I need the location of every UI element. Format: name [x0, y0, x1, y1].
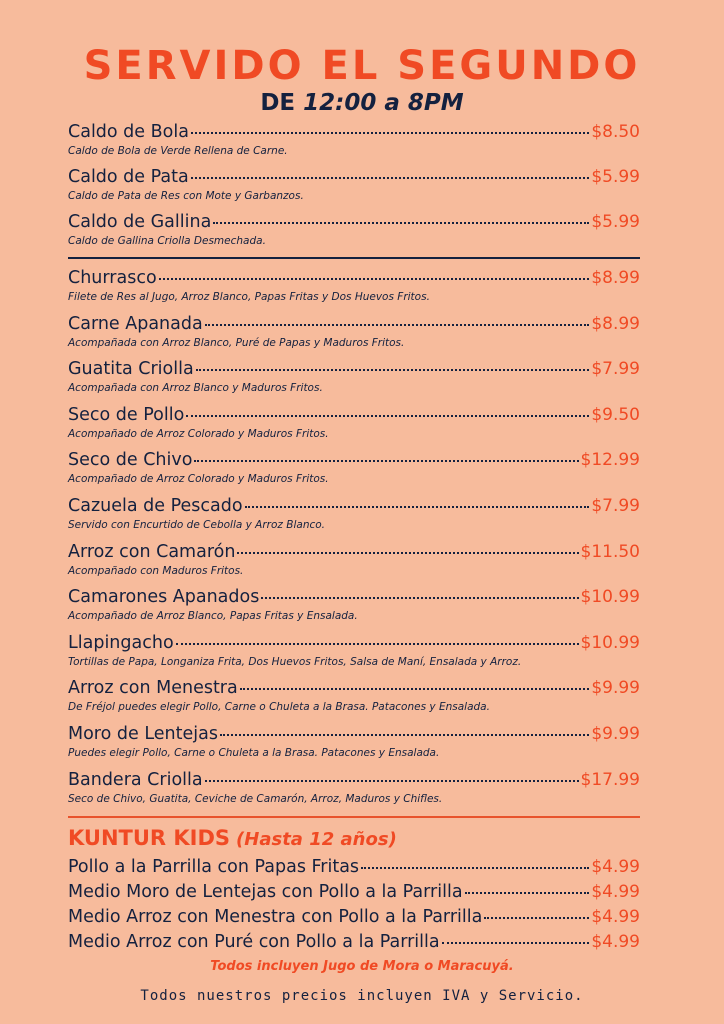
menu-item-price: $5.99 [591, 167, 640, 187]
menu-item-name: Bandera Criolla [68, 769, 203, 790]
menu-item-row [68, 210, 640, 234]
menu-item [68, 266, 640, 312]
menu-item-row [68, 631, 640, 655]
kids-title-text: KUNTUR KIDS [68, 826, 231, 850]
menu-item-description: Acompañado con Maduros Fritos. [68, 564, 244, 577]
dot-leader [176, 643, 579, 645]
menu-item-name: Caldo de Gallina [68, 212, 212, 232]
menu-item-description: Seco de Chivo, Guatita, Ceviche de Camarón, Arroz, Maduros y Chifles. [68, 792, 443, 805]
menu-item [68, 880, 640, 905]
menu-item-price: $4.99 [591, 857, 640, 877]
menu-item [68, 120, 640, 165]
kids-section [68, 855, 640, 955]
menu-item-name: Seco de Chivo [68, 450, 193, 471]
dot-leader [261, 597, 578, 599]
menu-item-price: $10.99 [580, 632, 640, 653]
menu-item-row [68, 768, 640, 792]
menu-item-price: $12.99 [580, 450, 640, 471]
menu-item-price: $8.99 [591, 268, 640, 288]
dot-leader [245, 506, 590, 508]
menu-item-row [68, 855, 640, 880]
menu-item-name: Arroz con Camarón [68, 541, 236, 562]
menu-item-description: Caldo de Pata de Res con Mote y Garbanzos. [68, 190, 304, 202]
menu-item-description: Caldo de Gallina Criolla Desmechada. [68, 235, 266, 247]
soups-section [68, 120, 640, 255]
kids-title [68, 824, 397, 854]
menu-item-row [68, 905, 640, 930]
menu-item-price: $8.99 [591, 313, 640, 334]
menu-item-description: Acompañada con Arroz Blanco y Maduros Fritos. [68, 382, 323, 395]
dot-leader [237, 552, 578, 554]
menu-item-name: Guatita Criolla [68, 359, 194, 380]
hours-prefix: DE [260, 90, 296, 116]
menu-item-price: $10.99 [580, 587, 640, 608]
dot-leader [465, 892, 590, 894]
menu-item-row [68, 722, 640, 746]
menu-title: SERVIDO EL SEGUNDO [83, 43, 641, 89]
menu-item-row [68, 494, 640, 518]
menu-item-description: Acompañado de Arroz Colorado y Maduros Fritos. [68, 427, 329, 440]
mains-section [68, 266, 640, 813]
menu-item-price: $9.50 [591, 404, 640, 425]
menu-item-name: Caldo de Bola [68, 122, 189, 142]
menu-item-name: Medio Arroz con Puré con Pollo a la Parrilla [68, 932, 440, 952]
menu-item-name: Carne Apanada [68, 313, 203, 334]
menu-item [68, 855, 640, 880]
menu-item-row [68, 540, 640, 564]
menu-item-name: Pollo a la Parrilla con Papas Fritas [68, 857, 360, 877]
menu-hours [0, 88, 724, 118]
hours-range: 12:00 a 8PM [303, 90, 464, 116]
menu-item-description: Acompañada con Arroz Blanco, Puré de Papas y Maduros Fritos. [68, 336, 405, 349]
menu-item-price: $8.50 [591, 122, 640, 142]
menu-item-price: $11.50 [580, 541, 640, 562]
menu-item [68, 905, 640, 930]
dot-leader [361, 867, 589, 869]
menu-item-description: Filete de Res al Jugo, Arroz Blanco, Papas Fritas y Dos Huevos Fritos. [68, 291, 430, 303]
menu-item-name: Llapingacho [68, 632, 174, 653]
dot-leader [205, 324, 590, 326]
dot-leader [196, 369, 590, 371]
menu-item-row [68, 676, 640, 700]
menu-item-price: $7.99 [591, 495, 640, 516]
kids-age-note: (Hasta 12 años) [236, 829, 397, 850]
menu-item-row [68, 403, 640, 427]
dot-leader [220, 734, 589, 736]
kids-divider [68, 816, 640, 818]
menu-item [68, 494, 640, 540]
menu-item-name: Medio Arroz con Menestra con Pollo a la Parrilla [68, 907, 483, 927]
kids-drink-note: Todos incluyen Jugo de Mora o Maracuyá. [210, 959, 514, 974]
menu-item-name: Seco de Pollo [68, 404, 185, 425]
dot-leader [191, 132, 589, 134]
menu-item-name: Medio Moro de Lentejas con Pollo a la Parrilla [68, 882, 463, 902]
dot-leader [205, 780, 579, 782]
menu-item-row [68, 585, 640, 609]
menu-item-name: Arroz con Menestra [68, 678, 238, 699]
menu-item-name: Cazuela de Pescado [68, 495, 243, 516]
dot-leader [442, 942, 590, 944]
price-footer: Todos nuestros precios incluyen IVA y Servicio. [140, 988, 584, 1004]
menu-item [68, 585, 640, 631]
menu-item-name: Camarones Apanados [68, 587, 260, 608]
menu-item-price: $4.99 [591, 907, 640, 927]
menu-item-row [68, 312, 640, 336]
menu-item-price: $17.99 [580, 769, 640, 790]
dot-leader [213, 222, 589, 224]
menu-item-description: Tortillas de Papa, Longaniza Frita, Dos Huevos Fritos, Salsa de Maní, Ensalada y Arroz. [68, 655, 522, 668]
menu-item-description: Caldo de Bola de Verde Rellena de Carne. [68, 145, 288, 157]
menu-item [68, 210, 640, 255]
menu-item-description: Puedes elegir Pollo, Carne o Chuleta a la Brasa. Patacones y Ensalada. [68, 746, 440, 759]
menu-item-row [68, 120, 640, 144]
menu-item [68, 540, 640, 586]
menu-item-name: Churrasco [68, 268, 157, 288]
menu-item [68, 676, 640, 722]
menu-item-description: Acompañado de Arroz Colorado y Maduros Fritos. [68, 473, 329, 486]
menu-item-price: $9.99 [591, 723, 640, 744]
dot-leader [240, 688, 590, 690]
menu-item-name: Moro de Lentejas [68, 723, 218, 744]
menu-item [68, 165, 640, 210]
dot-leader [186, 415, 589, 417]
dot-leader [191, 177, 590, 179]
section-divider [68, 257, 640, 259]
menu-item-price: $4.99 [591, 882, 640, 902]
menu-item [68, 631, 640, 677]
menu-item-row [68, 165, 640, 189]
dot-leader [194, 460, 578, 462]
menu-item [68, 312, 640, 358]
menu-item-description: De Fréjol puedes elegir Pollo, Carne o Chuleta a la Brasa. Patacones y Ensalada. [68, 701, 490, 714]
menu-item-row [68, 448, 640, 472]
menu-item-description: Servido con Encurtido de Cebolla y Arroz Blanco. [68, 518, 326, 531]
menu-item [68, 357, 640, 403]
menu-item-row [68, 880, 640, 905]
dot-leader [159, 278, 590, 280]
menu-item-price: $4.99 [591, 932, 640, 952]
menu-item [68, 403, 640, 449]
menu-item [68, 768, 640, 814]
menu-item [68, 448, 640, 494]
menu-item [68, 930, 640, 955]
menu-item-price: $9.99 [591, 678, 640, 699]
menu-item-row [68, 357, 640, 381]
menu-item-row [68, 266, 640, 290]
menu-item-row [68, 930, 640, 955]
menu-item-name: Caldo de Pata [68, 167, 189, 187]
menu-item-description: Acompañado de Arroz Blanco, Papas Fritas y Ensalada. [68, 610, 358, 623]
dot-leader [484, 917, 589, 919]
menu-item [68, 722, 640, 768]
menu-item-price: $5.99 [591, 212, 640, 232]
menu-item-price: $7.99 [591, 359, 640, 380]
